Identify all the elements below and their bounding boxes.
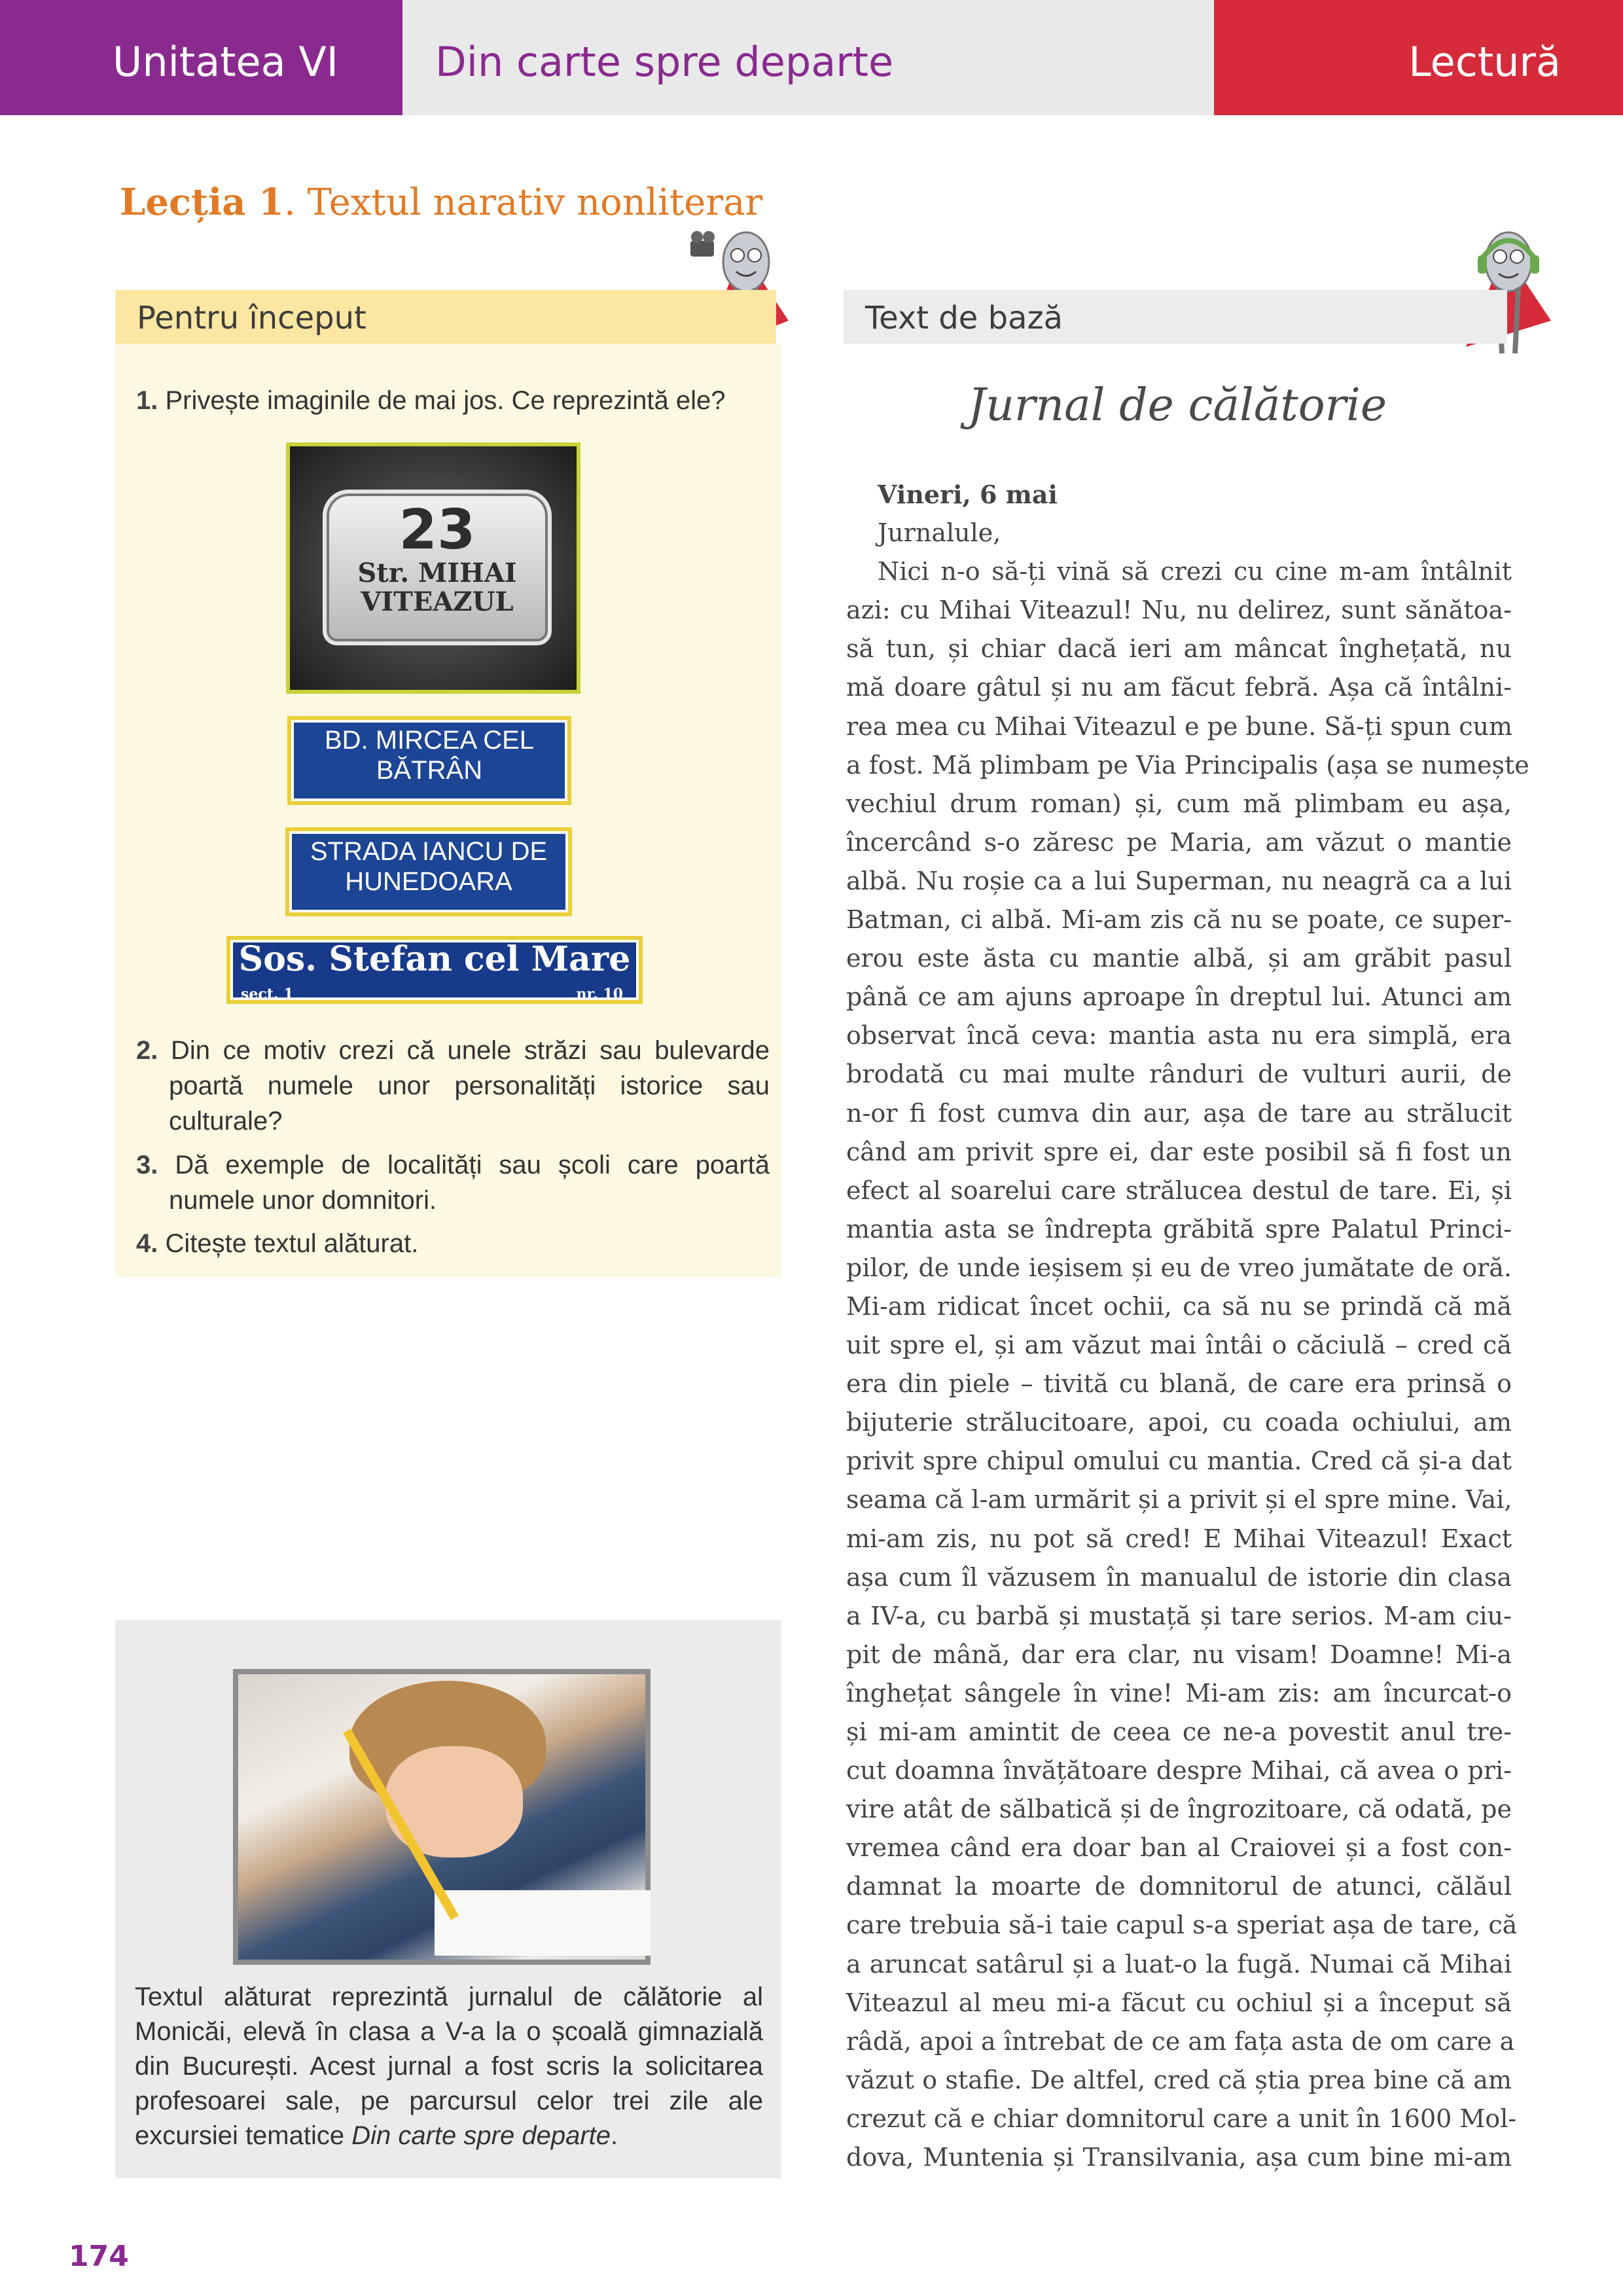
question-text: Privește imaginile de mai jos. Ce reprezintă ele? — [165, 386, 726, 415]
plate-line-2: VITEAZUL — [361, 586, 514, 617]
text-title: Jurnal de călătorie — [967, 380, 1387, 431]
lesson-label: Lecția 1 — [120, 181, 284, 224]
street-plate — [323, 490, 552, 645]
street-sign-stefan — [226, 936, 643, 1004]
text-line: rea mea cu Mihai Viteazul e pe bune. Să-ți spun cum — [846, 711, 1513, 741]
text-line: înghețat sângele în vine! Mi-am zis: am încurcat-o — [846, 1678, 1512, 1708]
plate-line-1: Str. MIHAI — [357, 558, 517, 588]
text-line: a aruncat satârul și a luat-o la fugă. Numai că Mihai — [846, 1949, 1512, 1979]
theme-title: Din carte spre departe — [435, 38, 894, 86]
text-line: pilor, de unde ieșisem și eu de vreo jumătate de oră. — [846, 1253, 1512, 1282]
text-line: vremea când era doar ban al Craiovei și a fost con- — [846, 1833, 1512, 1863]
text-line: erou este ăsta cu mantie albă, și am grăbit pasul — [846, 944, 1512, 973]
street-sign-iancu — [285, 827, 572, 916]
text-line: albă. Nu roșie ca a lui Superman, nu neagră ca a lui — [846, 866, 1512, 895]
text-line: și mi-am amintit de ceea ce ne-a povestit anul tre- — [846, 1717, 1512, 1746]
base-text-heading-bar — [844, 290, 1507, 344]
lesson-title — [120, 181, 762, 224]
text-line: încercând s-o zăresc pe Maria, am văzut o mantie — [846, 827, 1512, 857]
text-line: cut doamna învățătoare despre Mihai, că avea o pri- — [846, 1756, 1512, 1785]
lesson-name: . Textul narativ nonliterar — [284, 181, 763, 224]
street-plate-photo — [286, 442, 580, 694]
text-line: mă doare gâtul și nu am făcut febră. Așa că întâlni- — [846, 673, 1512, 702]
sign-sector: sect. 1 — [241, 986, 294, 1003]
sign-number: nr. 10 — [576, 986, 623, 1003]
question-number: 2. — [136, 1036, 158, 1065]
sign-line-2: HUNEDOARA — [345, 867, 512, 896]
question-number: 4. — [136, 1229, 158, 1258]
text-line: vire atât de sălbatică și de îngrozitoare, că odată, pe — [846, 1795, 1512, 1824]
text-line: Viteazul al meu mi-a făcut cu ochiul și a început să — [846, 1988, 1512, 2017]
section-label — [1214, 0, 1623, 115]
text-line: crezut că e chiar domnitorul care a unit în 1600 Mol- — [846, 2104, 1517, 2133]
start-heading: Pentru început — [137, 300, 366, 336]
sign-line-1: STRADA IANCU DE — [310, 837, 548, 866]
text-line: vechiul drum roman) și, cum mă plimbam eu așa, — [846, 789, 1512, 818]
plate-number: 23 — [399, 497, 476, 562]
question-4 — [136, 1226, 764, 1261]
text-line: văzut o stafie. De altfel, cred că știa prea bine că am — [846, 2065, 1512, 2094]
text-line: să tun, și chiar dacă ieri am mâncat înghețată, nu — [846, 634, 1512, 664]
text-line: Nici n-o să-ți vină să crezi cu cine m-am întâlnit — [878, 557, 1512, 586]
girl-writing-photo — [233, 1669, 651, 1965]
question-3 — [136, 1147, 770, 1218]
text-line: când am privit spre ei, dar este posibil să fi fost un — [846, 1137, 1512, 1166]
theme-label — [402, 0, 1214, 115]
text-line: privit spre chipul omului cu mantia. Cred că și-a dat — [846, 1446, 1512, 1476]
street-sign-mircea — [287, 716, 571, 805]
question-2 — [136, 1033, 770, 1139]
question-text: Din ce motiv crezi că unele străzi sau bulevarde poartă numele unor personalități istorice sau culturale? — [169, 1036, 770, 1136]
intro-paragraph — [135, 1980, 763, 2153]
text-line: Mi-am ridicat încet ochii, ca să nu se prindă că mă — [846, 1291, 1512, 1321]
intro-text-italic: Din carte spre departe — [351, 2121, 611, 2150]
text-line: mantia asta se îndrepta grăbită spre Palatul Princi- — [846, 1214, 1512, 1244]
text-line: damnat la moarte de domnitorul de atunci, călăul — [846, 1872, 1512, 1901]
unit-label — [0, 0, 402, 115]
text-line: azi: cu Mihai Viteazul! Nu, nu delirez, sunt sănătoa- — [846, 596, 1512, 625]
unit-title: Unitatea VI — [113, 38, 339, 86]
text-line: efect al soarelui care strălucea destul de tare. Ei, și — [846, 1175, 1512, 1205]
page-number: 174 — [69, 2240, 129, 2273]
question-text: Dă exemple de localități sau școli care poartă numele unor domnitori. — [169, 1151, 770, 1215]
question-number: 3. — [136, 1151, 158, 1179]
section-title: Lectură — [1408, 38, 1561, 86]
intro-text-end: . — [611, 2121, 618, 2150]
text-line: uit spre el, și am văzut mai întâi o căciulă – cred că — [846, 1331, 1512, 1360]
text-line: până ce am ajuns aproape în dreptul lui. Atunci am — [846, 982, 1512, 1012]
text-line: seama că l-am urmărit și a privit și el spre mine. Vai, — [846, 1485, 1512, 1515]
question-text: Citește textul alăturat. — [165, 1229, 419, 1258]
text-line: Jurnalule, — [878, 518, 1001, 548]
text-line: așa cum îl văzusem în manualul de istorie din clasa — [846, 1562, 1512, 1592]
base-text-heading: Text de bază — [865, 300, 1063, 336]
text-line: observat încă ceva: mantia asta nu era simplă, era — [846, 1021, 1512, 1050]
text-line: care trebuia să-i taie capul s-a speriat așa de tare, că — [846, 1910, 1518, 1940]
text-line: a IV-a, cu barbă și mustață și tare serios. M-am ciu- — [846, 1601, 1512, 1630]
text-line: bijuterie strălucitoare, apoi, cu coada ochiului, am — [846, 1408, 1512, 1437]
text-line: era din piele – tivită cu blană, de care era prinsă o — [846, 1369, 1512, 1399]
text-date: Vineri, 6 mai — [878, 480, 1058, 509]
text-line: dova, Muntenia și Transilvania, așa cum bine mi-am — [846, 2143, 1512, 2172]
text-line: pit de mână, dar era clar, nu visam! Doamne! Mi-a — [846, 1640, 1512, 1669]
sign-line-2: BĂTRÂN — [376, 756, 483, 785]
text-line: n-or fi fost cumva din aur, așa de tare au strălucit — [846, 1098, 1512, 1128]
text-line: Batman, ci albă. Mi-am zis că nu se poate, ce super- — [846, 905, 1512, 935]
question-1 — [136, 383, 764, 418]
sign-line-1: BD. MIRCEA CEL — [324, 726, 535, 755]
intro-text-main: Textul alăturat reprezintă jurnalul de călătorie al Monicăi, elevă în clasa a V-a la o școală gimnazială din București. Acest jurnal a fost scris la solicitarea profesoarei sale, pe parcursul celor trei zile ale excursiei tematice — [135, 1982, 763, 2150]
question-number: 1. — [136, 386, 158, 415]
text-line: brodată cu mai multe rânduri de vulturi aurii, de — [846, 1060, 1512, 1089]
text-line: râdă, apoi a întrebat de ce am fața asta de om care a — [846, 2026, 1515, 2056]
text-line: a fost. Mă plimbam pe Via Principalis (așa se numește — [846, 750, 1529, 780]
text-line: mi-am zis, nu pot să cred! E Mihai Viteazul! Exact — [846, 1524, 1512, 1553]
sign-main-text: Sos. Stefan cel Mare — [238, 939, 631, 979]
start-heading-bar — [115, 290, 776, 344]
text-body — [846, 475, 1529, 2177]
